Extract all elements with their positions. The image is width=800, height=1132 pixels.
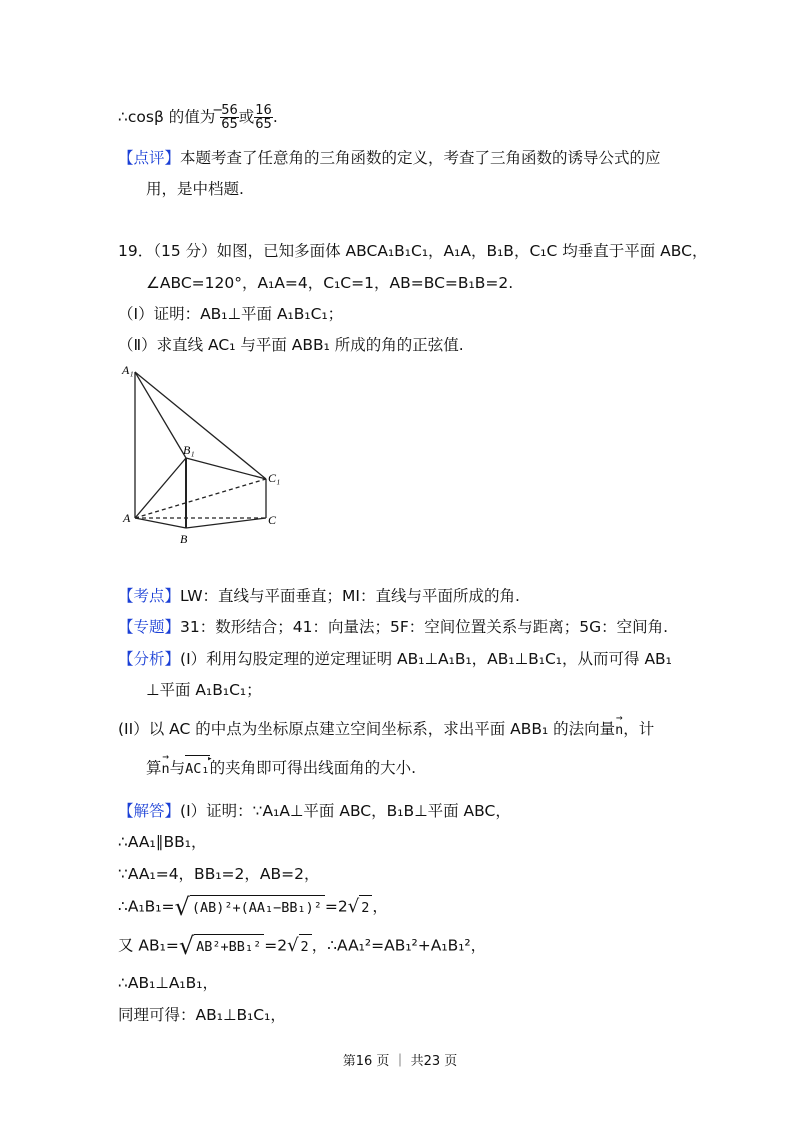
- jieda-line-1: 【解答】(I）证明：∵A₁A⊥平面 ABC，B₁B⊥平面 ABC，: [118, 802, 511, 820]
- polyhedron-figure: [118, 360, 298, 550]
- jieda-line-2: ∴AA₁∥BB₁，: [118, 833, 207, 851]
- jieda-line-3: ∵AA₁=4，BB₁=2，AB=2，: [118, 865, 320, 883]
- jieda-line-6: ∴AB₁⊥A₁B₁，: [118, 974, 218, 992]
- kaodian-tag: 【考点】: [118, 587, 181, 605]
- label-A1: A₁: [122, 363, 134, 377]
- sqrt-expression-1: √ (AB)²+(AA₁−BB₁)²: [175, 895, 325, 919]
- fenxi-line-3: (II）以 AC 的中点为坐标原点建立空间坐标系，求出平面 ABB₁ 的法向量→ n，计: [118, 718, 654, 741]
- vector-n: → n: [615, 719, 623, 741]
- page-footer: 第16 页 ｜ 共23 页: [342, 1054, 458, 1069]
- question-19-part-2: （Ⅱ）求直线 AC₁ 与平面 ABB₁ 所成的角的正弦值.: [118, 336, 464, 354]
- jieda-line-4: ∴A₁B₁=√ (AB)²+(AA₁−BB₁)² =2√ 2 ，: [118, 893, 388, 921]
- jieda-tag: 【解答】: [118, 802, 181, 820]
- fenxi-line-4: 算→ n与AC₁ ▸的夹角即可得出线面角的大小.: [146, 757, 416, 780]
- fenxi-tag: 【分析】: [118, 650, 181, 668]
- jieda-line-7: 同理可得：AB₁⊥B₁C₁，: [118, 1006, 286, 1024]
- label-A: A: [123, 511, 131, 525]
- question-19-part-1: （Ⅰ）证明：AB₁⊥平面 A₁B₁C₁；: [118, 305, 344, 323]
- jieda-line-5: 又 AB₁=√ AB²+BB₁² =2√ 2 ，∴AA₁²=AB₁²+A₁B₁²，: [118, 932, 487, 960]
- vector-ac1: AC₁ ▸: [185, 758, 209, 780]
- zhuanti-tag: 【专题】: [118, 618, 181, 636]
- sqrt-expression-2: √ AB²+BB₁²: [179, 934, 264, 958]
- label-C1: C₁: [268, 471, 281, 485]
- fenxi-line-1: 【分析】(I）利用勾股定理的逆定理证明 AB₁⊥A₁B₁，AB₁⊥B₁C₁，从而可得 AB₁: [118, 650, 672, 668]
- vector-n-2: → n: [162, 758, 170, 780]
- label-B: B: [180, 532, 188, 546]
- question-19-line-1: 19．（15 分）如图，已知多面体 ABCA₁B₁C₁，A₁A，B₁B，C₁C 均垂直于平面 ABC，: [118, 242, 708, 260]
- sqrt-two-1: √ 2: [348, 895, 373, 919]
- comment-tag: 【点评】: [118, 149, 181, 167]
- kaodian-line: 【考点】LW：直线与平面垂直；MI：直线与平面所成的角.: [118, 587, 520, 605]
- fraction-1: − 56 65: [212, 103, 238, 132]
- fenxi-line-2: ⊥平面 A₁B₁C₁；: [146, 681, 262, 699]
- zhuanti-line: 【专题】31：数形结合；41：向量法；5F：空间位置关系与距离；5G：空间角.: [118, 618, 669, 636]
- label-C: C: [268, 513, 277, 527]
- comment-line-1: 【点评】本题考查了任意角的三角函数的定义，考查了三角函数的诱导公式的应: [118, 149, 661, 167]
- cos-beta-result: ∴cosβ 的值为 − 56 65 或 $\frac{16}{65}$ .: [118, 103, 278, 132]
- question-19-line-2: ∠ABC=120°，A₁A=4，C₁C=1，AB=BC=B₁B=2.: [146, 274, 514, 292]
- comment-line-2: 用，是中档题.: [146, 180, 244, 198]
- fraction-2: $\frac{16}{65}$: [255, 103, 272, 132]
- label-B1: B₁: [183, 443, 195, 457]
- sqrt-two-2: √ 2: [287, 934, 312, 958]
